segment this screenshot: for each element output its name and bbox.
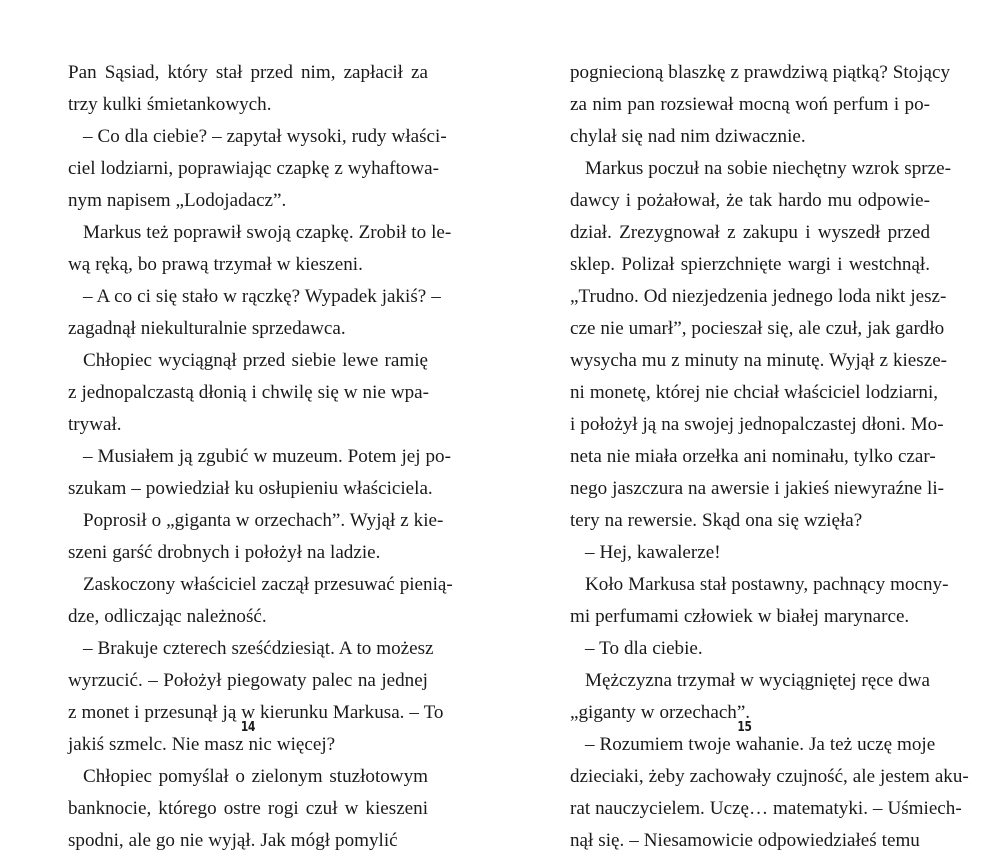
text-line: ni monetę, której nie chciał właściciel lodziarni, (570, 382, 939, 403)
text-line: trywał. (68, 414, 122, 435)
text-line: dział. Zrezygnował z zakupu i wyszedł przed (570, 222, 930, 243)
text-line: tery na rewersie. Skąd ona się wzięła? (570, 510, 863, 531)
text-line: Chłopiec pomyślał o zielonym stuzłotowym (83, 766, 428, 787)
text-line: Koło Markusa stał postawny, pachnący mocny- (585, 574, 949, 595)
text-line: szeni garść drobnych i położył na ladzie. (68, 542, 381, 563)
text-line: Markus poczuł na sobie niechętny wzrok sprze- (585, 158, 951, 179)
text-line: – Brakuje czterech sześćdziesiąt. A to możesz (83, 638, 434, 659)
paragraph (570, 569, 949, 633)
text-line: ciel lodziarni, poprawiając czapkę z wyhaftowa- (68, 158, 439, 179)
text-line: i położył ją na swojej jednopalczastej dłoni. Mo- (570, 414, 944, 435)
text-line: neta nie miała orzełka ani nominału, tylko czar- (570, 446, 936, 467)
text-line: – To dla ciebie. (585, 638, 703, 659)
text-line: mi perfumami człowiek w białej marynarce. (570, 606, 910, 627)
text-line: dze, odliczając należność. (68, 606, 267, 627)
paragraph (68, 281, 441, 345)
page-left-folio: 14 (240, 720, 256, 735)
page-left (0, 0, 496, 851)
paragraph (570, 57, 951, 153)
text-line: – Musiałem ją zgubić w muzeum. Potem jej po- (83, 446, 451, 467)
text-line: rat nauczycielem. Uczę… matematyki. – Uśmiech- (570, 798, 962, 819)
text-line: sklep. Polizał spierzchnięte wargi i westchnął. (570, 254, 930, 275)
text-line: „Trudno. Od niezjedzenia jednego loda nikt jesz- (570, 286, 947, 307)
text-line: banknocie, którego ostre rogi czuł w kieszeni (68, 798, 428, 819)
text-line: z jednopalczastą dłonią i chwilę się w nie wpa- (68, 382, 429, 403)
paragraph (68, 761, 428, 857)
text-line: cze nie umarł”, pocieszał się, ale czuł, jak gardło (570, 318, 945, 339)
text-line: wysycha mu z minuty na minutę. Wyjął z kiesze- (570, 350, 948, 371)
page-left-text-block (68, 57, 453, 857)
text-line: dawcy i pożałował, że tak hardo mu odpowie- (570, 190, 930, 211)
text-line: Markus też poprawił swoją czapkę. Zrobił to le- (83, 222, 452, 243)
text-line: – Hej, kawalerze! (585, 542, 721, 563)
paragraph (68, 121, 447, 217)
paragraph (570, 729, 969, 857)
text-line: Zaskoczony właściciel zaczął przesuwać pienią- (83, 574, 453, 595)
text-line: wą ręką, bo prawą trzymał w kieszeni. (68, 254, 363, 275)
text-line: chylał się nad nim dziwacznie. (570, 126, 806, 147)
page-right-folio: 15 (737, 720, 752, 735)
text-line: – Rozumiem twoje wahanie. Ja też uczę moje (585, 734, 936, 755)
text-line: Mężczyzna trzymał w wyciągniętej ręce dwa (585, 670, 930, 691)
text-line: nym napisem „Lodojadacz”. (68, 190, 287, 211)
paragraph (68, 505, 444, 569)
page-right-text-block (570, 57, 969, 857)
paragraph (68, 57, 428, 121)
text-line: Pan Sąsiad, który stał przed nim, zapłacił za (68, 62, 428, 83)
text-line: nął się. – Niesamowicie odpowiedziałeś temu (570, 830, 920, 851)
text-line: – Co dla ciebie? – zapytał wysoki, rudy właści- (83, 126, 447, 147)
paragraph (68, 633, 444, 761)
text-line: jakiś szmelc. Nie masz nic więcej? (68, 734, 336, 755)
text-line: dzieciaki, żeby zachowały czujność, ale jestem aku- (570, 766, 969, 787)
text-line: trzy kulki śmietankowych. (68, 94, 272, 115)
paragraph (68, 441, 451, 505)
text-line: nego jaszczura na awersie i jakieś niewyraźne li- (570, 478, 945, 499)
text-line: pogniecioną blaszkę z prawdziwą piątką? Stojący (570, 62, 951, 83)
text-line: zagadnął niekulturalnie sprzedawca. (68, 318, 346, 339)
text-line: – A co ci się stało w rączkę? Wypadek jakiś? – (83, 286, 441, 307)
paragraph (570, 153, 951, 537)
paragraph (68, 345, 428, 441)
text-line: Chłopiec wyciągnął przed siebie lewe ramię (83, 350, 428, 371)
page-right (496, 0, 993, 851)
text-line: za nim pan rozsiewał mocną woń perfum i po- (570, 94, 930, 115)
text-line: „giganty w orzechach”. (570, 702, 751, 723)
text-line: wyrzucić. – Położył piegowaty palec na jednej (68, 670, 428, 691)
text-line: spodni, ale go nie wyjął. Jak mógł pomylić (68, 830, 398, 851)
paragraph (570, 537, 930, 569)
text-line: Poprosił o „giganta w orzechach”. Wyjął z kie- (83, 510, 444, 531)
paragraph (68, 569, 453, 633)
text-line: z monet i przesunął ją w kierunku Markusa. – To (68, 702, 444, 723)
paragraph (570, 633, 930, 665)
text-line: szukam – powiedział ku osłupieniu właściciela. (68, 478, 433, 499)
paragraph (68, 217, 452, 281)
